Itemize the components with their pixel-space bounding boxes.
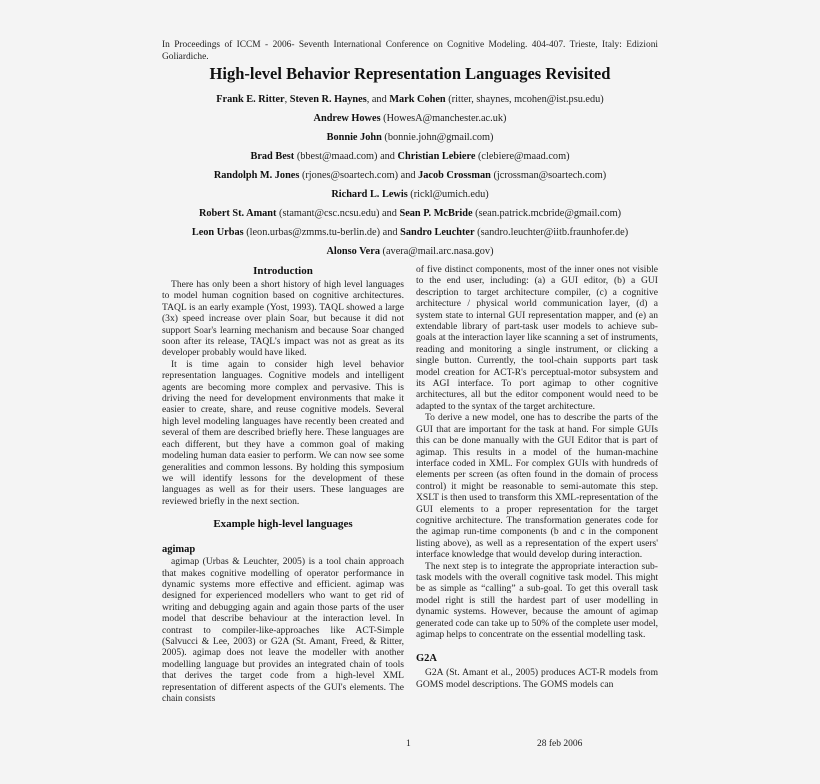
author-name: Jacob Crossman <box>418 170 491 181</box>
author-line <box>160 204 660 223</box>
section-heading-examples: Example high-level languages <box>213 518 353 531</box>
author-conjunction: and <box>382 227 398 238</box>
author-email: (HowesA@manchester.ac.uk) <box>383 113 507 124</box>
author-name: Randolph M. Jones <box>213 170 300 181</box>
body-paragraph: There has only been a short history of high level languages to model human cognition based on cognitive architectures. TAQL is an early example (Yost, 1993). TAQL showed a large (3x) speed increase over plain Soar, but because it did not support Soar's learning mechanism and because Soar changed soon after its release, TAQL's impact was not as great as its developer probably would have liked. <box>162 279 404 359</box>
body-paragraph: To derive a new model, one has to describe the parts of the GUI that are important for the task at hand. For simple GUIs this can be done manually with the GUI Editor that is part of agimap. This results in a model of the human-machine interface coded in XML. For complex GUIs with hundreds of elements per screen (as often found in the domain of process control) it might be reasonable to semi-automate this step. XSLT is then used to transform this XML-representation of the GUI elements to a proper representation for the target cognitive architecture. The transformation generates code for the agimap run-time components (b and c in the component listing above), as well as a representation of the expert users' interface knowledge that would develop during interaction. <box>416 412 658 561</box>
author-name: Steven R. Haynes <box>289 94 367 105</box>
author-email: (bbest@maad.com) <box>296 151 378 162</box>
author-line <box>160 223 660 242</box>
author-email: (avera@mail.arc.nasa.gov) <box>382 246 494 257</box>
author-email: (rickl@umich.edu) <box>410 189 489 200</box>
author-conjunction: and <box>400 170 416 181</box>
author-email: (ritter, shaynes, mcohen@ist.psu.edu) <box>448 94 604 105</box>
author-email: (jcrossman@soartech.com) <box>493 170 607 181</box>
author-name: Bonnie John <box>326 132 382 143</box>
footer-date: 28 feb 2006 <box>537 739 583 749</box>
author-name: Christian Lebiere <box>397 151 476 162</box>
author-email: (clebiere@maad.com) <box>478 151 570 162</box>
author-email: (leon.urbas@zmms.tu-berlin.de) <box>246 227 381 238</box>
paper-title: High-level Behavior Representation Languages Revisited <box>209 64 611 83</box>
author-line <box>160 147 660 166</box>
subsection-heading-g2a: G2A <box>416 653 437 665</box>
author-conjunction: and <box>382 208 397 219</box>
author-email: (sean.patrick.mcbride@gmail.com) <box>475 208 622 219</box>
body-paragraph: of five distinct components, most of the inner ones not visible to the end user, including: (a) a GUI editor, (b) a GUI description to target architecture compiler, (c) a cognitive architecture / physical world communication layer, (d) a system state to internal GUI representation mapper, and (e) an extendable library of part-task user models to achieve sub-goals at the interaction layer like scanning a set of instruments, reading and monitoring a single instrument, or clicking a single button. Currently, the tool-chain supports part task model creation for ACT-R's perceptual-motor subsystem and its AGI interface. To port agimap to other cognitive architectures, all but the editor component would need to be adapted to the syntax of the target architecture. <box>416 264 658 412</box>
author-line <box>160 185 660 204</box>
author-name: Sean P. McBride <box>399 208 473 219</box>
author-name: Alonso Vera <box>326 246 380 257</box>
author-name: Sandro Leuchter <box>400 227 475 238</box>
author-name: Frank E. Ritter <box>216 94 285 105</box>
author-email: (bonnie.john@gmail.com) <box>384 132 494 143</box>
author-conjunction: and <box>380 151 395 162</box>
author-name: Andrew Howes <box>313 113 381 124</box>
author-list <box>160 90 660 261</box>
author-email: (rjones@soartech.com) <box>301 170 399 181</box>
author-separator: , <box>284 94 290 105</box>
body-paragraph: It is time again to consider high level behavior representation languages. Cognitive models and intelligent agents are becoming more complex and pervasive. This is driving the need for development environments that make it easier to create, share, and reuse cognitive models. Several high level modeling languages have recently been created and several of them are described briefly here. These languages are each different, but they have a common goal of making modeling human data easier to perform. We can now see some generalities and common lessons. By holding this symposium we will identify lessons for the development of these languages as well as for their users. These languages are reviewed briefly in the next section. <box>162 358 404 507</box>
citation-header: In Proceedings of ICCM - 2006- Seventh International Conference on Cognitive Modeling. 404-407. Trieste, Italy: Edizioni Goliardiche. <box>162 40 658 62</box>
body-paragraph: G2A (St. Amant et al., 2005) produces ACT-R models from GOMS model descriptions. The GOMS models can <box>416 667 658 690</box>
author-line <box>160 90 660 109</box>
body-paragraph: The next step is to integrate the appropriate interaction sub-task models with the overall cognitive task model. This might be as simple as “calling” a sub-goal. To get this overall task model right is still the hardest part of user modelling in dynamic systems. However, because the amount of agimap generated code can take up to 50% of the complete user model, agimap helps to concentrate on the essential modelling task. <box>416 560 658 640</box>
author-email: (sandro.leuchter@iitb.fraunhofer.de) <box>477 227 629 238</box>
author-separator: , and <box>366 94 390 105</box>
author-name: Richard L. Lewis <box>331 189 408 200</box>
author-line <box>160 166 660 185</box>
left-column <box>162 264 404 704</box>
author-name: Mark Cohen <box>389 94 446 105</box>
author-email: (stamant@csc.ncsu.edu) <box>279 208 380 219</box>
body-paragraph: agimap (Urbas & Leuchter, 2005) is a tool chain approach that makes cognitive modelling of operator performance in dynamic systems more effective and efficient. agimap was designed for experienced modellers who want to get rid of writing and debugging again and again those parts of the user model that describe behaviour at the interaction level. In contrast to compiler-like-approaches like ACT-Simple (Salvucci & Lee, 2003) or G2A (St. Amant, Freed, & Ritter, 2005). agimap does not leave the modeller with another modelling language but provides an integrated chain of tools that derives the target code from a high-level XML representation of different aspects of the GUI's elements. The chain consists <box>162 556 404 704</box>
author-name: Leon Urbas <box>191 227 244 238</box>
page-number: 1 <box>406 739 411 749</box>
author-name: Brad Best <box>250 151 295 162</box>
right-column <box>416 264 658 690</box>
author-name: Robert St. Amant <box>198 208 277 219</box>
author-line <box>160 242 660 261</box>
author-line <box>160 128 660 147</box>
subsection-heading-agimap: agimap <box>162 544 196 556</box>
author-line <box>160 109 660 128</box>
section-heading-introduction: Introduction <box>253 265 313 277</box>
